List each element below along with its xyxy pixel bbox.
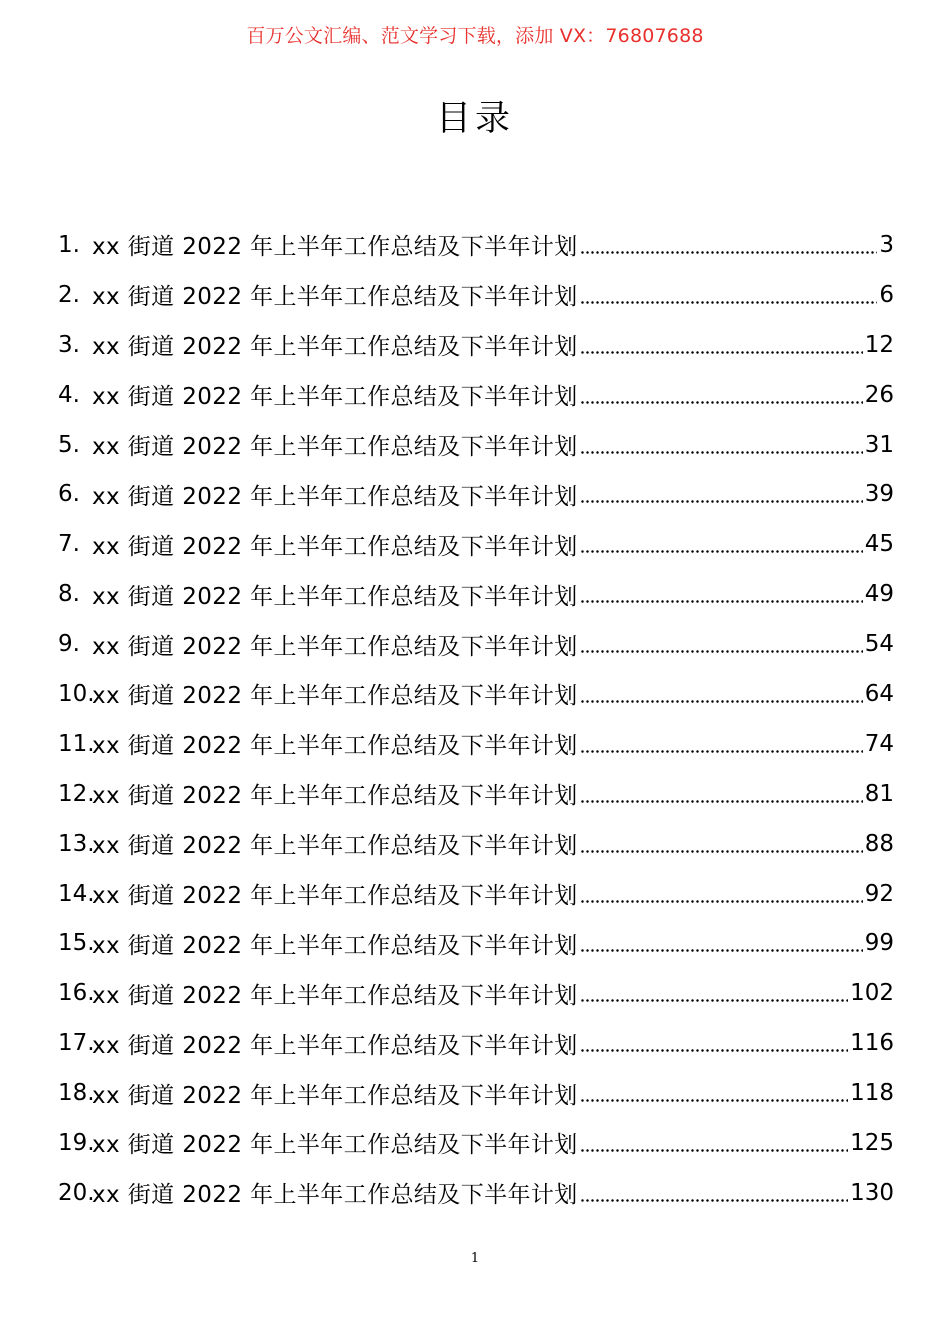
- toc-entry-title[interactable]: xx 街道 2022 年上半年工作总结及下半年计划: [92, 982, 578, 1009]
- toc-entry-number: 9.: [58, 631, 80, 658]
- toc-entry-title[interactable]: xx 街道 2022 年上半年工作总结及下半年计划: [92, 1082, 578, 1109]
- toc-entry[interactable]: [58, 918, 894, 968]
- toc-dot-leader: [580, 968, 848, 1018]
- toc-dot-leader: [580, 370, 863, 420]
- toc-entry-number: 7.: [58, 531, 80, 558]
- toc-dot-leader: [580, 1168, 848, 1218]
- toc-entry-number: 17.: [58, 1030, 95, 1057]
- toc-entry-title[interactable]: xx 街道 2022 年上半年工作总结及下半年计划: [92, 234, 578, 261]
- toc-entry-title[interactable]: xx 街道 2022 年上半年工作总结及下半年计划: [92, 1032, 578, 1059]
- toc-dot-leader: [580, 420, 863, 470]
- toc-entry-page[interactable]: 31: [864, 431, 894, 458]
- toc-entry-title[interactable]: xx 街道 2022 年上半年工作总结及下半年计划: [92, 633, 578, 660]
- toc-entry-page[interactable]: 26: [864, 381, 894, 408]
- toc-dot-leader: [580, 1118, 848, 1168]
- toc-entry-page[interactable]: 39: [864, 481, 894, 508]
- toc-entry-number: 11.: [58, 730, 95, 757]
- toc-entry-page[interactable]: 64: [864, 680, 894, 707]
- toc-entry-title[interactable]: xx 街道 2022 年上半年工作总结及下半年计划: [92, 434, 578, 460]
- toc-entry-title[interactable]: xx 街道 2022 年上半年工作总结及下半年计划: [92, 384, 578, 411]
- toc-dot-leader: [580, 869, 863, 919]
- toc-entry[interactable]: [58, 1068, 894, 1118]
- toc-entry-title[interactable]: xx 街道 2022 年上半年工作总结及下半年计划: [92, 733, 578, 760]
- table-of-contents: [58, 220, 894, 1218]
- toc-entry-title[interactable]: xx 街道 2022 年上半年工作总结及下半年计划: [92, 1182, 578, 1209]
- toc-dot-leader: [580, 1018, 848, 1068]
- toc-entry-page[interactable]: 74: [864, 730, 894, 757]
- toc-entry-page[interactable]: 45: [864, 531, 894, 558]
- toc-entry-title[interactable]: xx 街道 2022 年上半年工作总结及下半年计划: [92, 284, 578, 311]
- toc-entry-number: 19.: [58, 1129, 95, 1156]
- toc-entry[interactable]: [58, 320, 894, 370]
- toc-entry-page[interactable]: 130: [850, 1179, 894, 1206]
- toc-entry-number: 14.: [58, 880, 95, 907]
- toc-entry[interactable]: [58, 819, 894, 869]
- toc-entry[interactable]: [58, 1168, 894, 1218]
- toc-entry-number: 20.: [58, 1179, 95, 1206]
- toc-entry-number: 16.: [58, 980, 95, 1007]
- toc-entry-title[interactable]: xx 街道 2022 年上半年工作总结及下半年计划: [92, 583, 578, 610]
- toc-dot-leader: [580, 918, 863, 968]
- toc-entry[interactable]: [58, 469, 894, 519]
- toc-entry-title[interactable]: xx 街道 2022 年上半年工作总结及下半年计划: [92, 883, 578, 910]
- toc-entry-number: 4.: [58, 381, 80, 408]
- toc-entry[interactable]: [58, 519, 894, 569]
- toc-dot-leader: [580, 669, 863, 719]
- toc-entry-page[interactable]: 125: [850, 1129, 894, 1156]
- toc-entry-page[interactable]: 92: [864, 880, 894, 907]
- toc-dot-leader: [580, 270, 878, 320]
- toc-entry-page[interactable]: 88: [864, 830, 894, 857]
- toc-entry-page[interactable]: 3: [879, 231, 894, 258]
- toc-dot-leader: [580, 320, 863, 370]
- toc-entry[interactable]: [58, 220, 894, 270]
- toc-entry-number: 13.: [58, 830, 95, 857]
- toc-entry-page[interactable]: 12: [864, 331, 894, 358]
- toc-entry-page[interactable]: 54: [864, 631, 894, 658]
- toc-entry-title[interactable]: xx 街道 2022 年上半年工作总结及下半年计划: [92, 683, 578, 710]
- toc-entry-number: 15.: [58, 930, 95, 957]
- toc-entry[interactable]: [58, 1018, 894, 1068]
- toc-entry-number: 8.: [58, 581, 80, 608]
- toc-entry[interactable]: [58, 370, 894, 420]
- toc-entry[interactable]: [58, 420, 894, 470]
- toc-entry-title[interactable]: xx 街道 2022 年上半年工作总结及下半年计划: [92, 932, 578, 959]
- toc-entry-number: 2.: [58, 281, 80, 308]
- toc-entry[interactable]: [58, 619, 894, 669]
- toc-entry-number: 3.: [58, 331, 80, 358]
- toc-dot-leader: [580, 519, 863, 569]
- toc-entry[interactable]: [58, 719, 894, 769]
- toc-entry-number: 1.: [58, 231, 80, 258]
- toc-entry-page[interactable]: 99: [864, 930, 894, 957]
- toc-entry-title[interactable]: xx 街道 2022 年上半年工作总结及下半年计划: [92, 783, 578, 810]
- toc-entry-page[interactable]: 81: [864, 780, 894, 807]
- toc-dot-leader: [580, 769, 863, 819]
- toc-entry-number: 10.: [58, 680, 95, 707]
- toc-entry[interactable]: [58, 569, 894, 619]
- toc-entry-page[interactable]: 116: [850, 1030, 894, 1057]
- header-note: 百万公文汇编、范文学习下载，添加 VX：76807688: [246, 25, 704, 47]
- toc-entry[interactable]: [58, 869, 894, 919]
- toc-entry[interactable]: [58, 1118, 894, 1168]
- toc-dot-leader: [580, 1068, 848, 1118]
- toc-entry-title[interactable]: xx 街道 2022 年上半年工作总结及下半年计划: [92, 1132, 578, 1159]
- toc-entry[interactable]: [58, 669, 894, 719]
- toc-entry-page[interactable]: 6: [879, 281, 894, 308]
- toc-entry-number: 6.: [58, 481, 80, 508]
- toc-dot-leader: [580, 220, 878, 270]
- toc-entry[interactable]: [58, 270, 894, 320]
- page-title: 目录: [435, 99, 514, 139]
- toc-entry-number: 12.: [58, 780, 95, 807]
- toc-entry-number: 5.: [58, 431, 80, 458]
- toc-dot-leader: [580, 569, 863, 619]
- toc-entry[interactable]: [58, 968, 894, 1018]
- page-number: 1: [470, 1251, 480, 1266]
- toc-entry-title[interactable]: xx 街道 2022 年上半年工作总结及下半年计划: [92, 483, 578, 510]
- toc-entry-page[interactable]: 102: [850, 980, 894, 1007]
- toc-entry-page[interactable]: 118: [850, 1080, 894, 1107]
- toc-dot-leader: [580, 719, 863, 769]
- toc-entry-title[interactable]: xx 街道 2022 年上半年工作总结及下半年计划: [92, 334, 578, 361]
- toc-entry-number: 18.: [58, 1080, 95, 1107]
- toc-entry-page[interactable]: 49: [864, 581, 894, 608]
- toc-entry-title[interactable]: xx 街道 2022 年上半年工作总结及下半年计划: [92, 833, 578, 860]
- toc-dot-leader: [580, 469, 863, 519]
- toc-dot-leader: [580, 819, 863, 869]
- toc-dot-leader: [580, 619, 863, 669]
- toc-entry[interactable]: [58, 769, 894, 819]
- toc-entry-title[interactable]: xx 街道 2022 年上半年工作总结及下半年计划: [92, 533, 578, 560]
